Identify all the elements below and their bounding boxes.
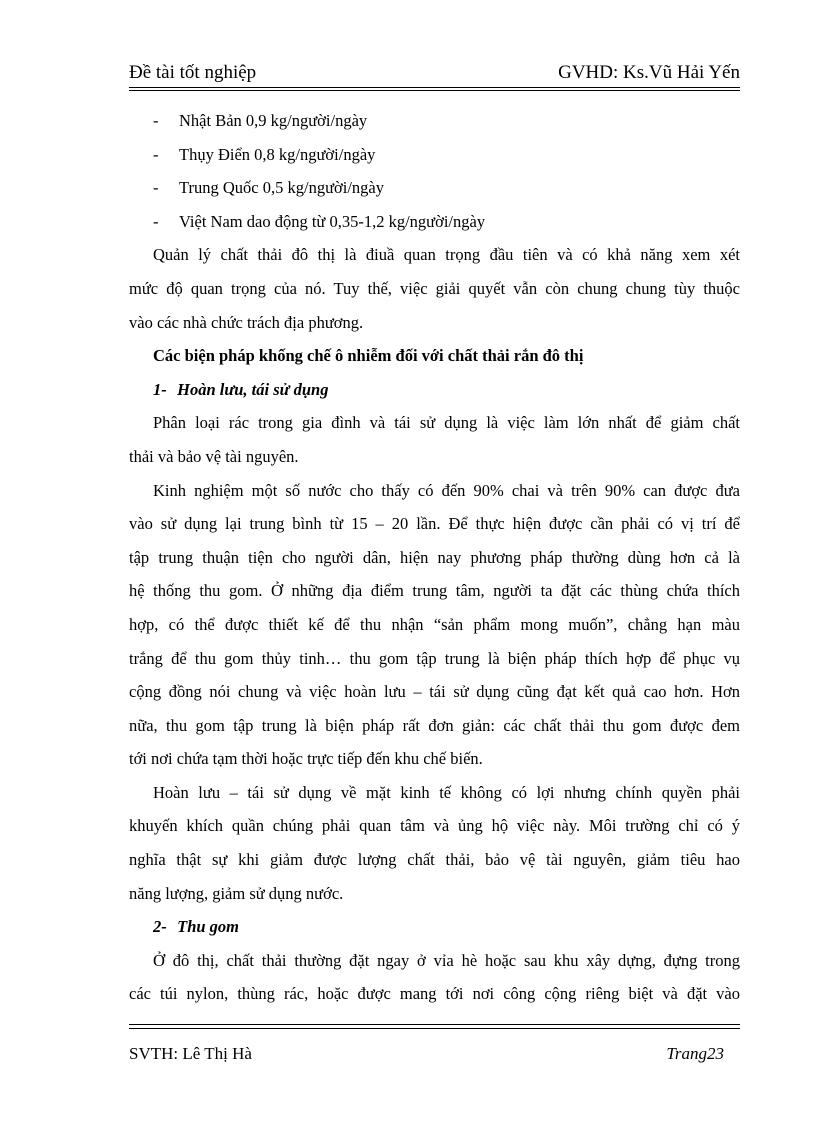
subsection-heading: 2- Thu gom — [153, 917, 240, 937]
paragraph: Quản lý chất thải đô thị là điuầ quan trọng đầu tiên và có khả năng xem xét mức độ quan trọng của nó. Tuy thế, việc giải quyết vẫn còn chung chung tùy thuộc vào các nhà chức trách địa phương. — [129, 245, 740, 332]
supervisor-name: GVHD: Ks.Vũ Hải Yến — [558, 62, 740, 83]
thesis-title: Đề tài tốt nghiệp — [129, 62, 257, 83]
list-item: - Thụy Điển 0,8 kg/người/ngày — [153, 144, 376, 164]
paragraph: Ở đô thị, chất thải thường đặt ngay ở vỉa hè hoặc sau khu xây dựng, đựng trong các túi nylon, thùng rác, hoặc được mang tới nơi công cộng riêng biệt và đặt vào — [129, 950, 740, 1004]
header-rule — [129, 87, 740, 88]
paragraph: Hoàn lưu – tái sử dụng về mặt kinh tế không có lợi nhưng chính quyền phải khuyến khích quần chúng phải quan tâm và ủng hộ việc này. Môi trường chỉ có ý nghĩa thật sự khi giảm được lượng chất thải, bảo vệ tài nguyên, giảm tiêu hao năng lượng, giảm sử dụng nước. — [129, 782, 740, 903]
header-rule — [129, 90, 740, 91]
list-item: - Nhật Bản 0,9 kg/người/ngày — [153, 111, 368, 130]
paragraph: Kinh nghiệm một số nước cho thấy có đến 90% chai và trên 90% can được đưa vào sử dụng lại trung bình từ 15 – 20 lần. Để thực hiện được cần phải có vị trí để tập trung thuận tiện cho người dân, hiện nay phương pháp thường dùng hơn cả là hệ thống thu gom. Ở những địa điểm trung tâm, người ta đặt các thùng chứa thích hợp, có thể được thiết kế để thu nhận “sản phẩm mong muốn”, chẳng hạn màu trắng để thu gom thủy tinh… thu gom tập trung là biện pháp thích hợp để phục vụ cộng đồng nói chung và việc hoàn lưu – tái sử dụng cũng đạt kết quả cao hơn. Hơn nữa, thu gom tập trung là biện pháp rất đơn giản: các chất thải thu gom được đem tới nơi chứa tạm thời hoặc trực tiếp đến khu chế biến. — [129, 480, 740, 769]
page-number: Trang23 — [666, 1044, 724, 1063]
footer-rule — [129, 1028, 740, 1029]
student-name: SVTH: Lê Thị Hà — [129, 1044, 252, 1063]
paragraph: Phân loại rác trong gia đình và tái sử dụng là việc làm lớn nhất để giảm chất thải và bảo vệ tài nguyên. — [129, 413, 740, 466]
page-footer — [129, 1024, 740, 1064]
page-header — [129, 58, 740, 90]
subsection-heading: 1- Hoàn lưu, tái sử dụng — [153, 379, 329, 399]
list-item: - Trung Quốc 0,5 kg/người/ngày — [153, 178, 384, 198]
section-heading: Các biện pháp khống chế ô nhiễm đối với chất thải rắn đô thị — [153, 346, 584, 366]
footer-rule — [129, 1024, 740, 1025]
page-body — [129, 104, 740, 1011]
list-item: - Việt Nam dao động từ 0,35-1,2 kg/người/ngày — [153, 211, 486, 231]
